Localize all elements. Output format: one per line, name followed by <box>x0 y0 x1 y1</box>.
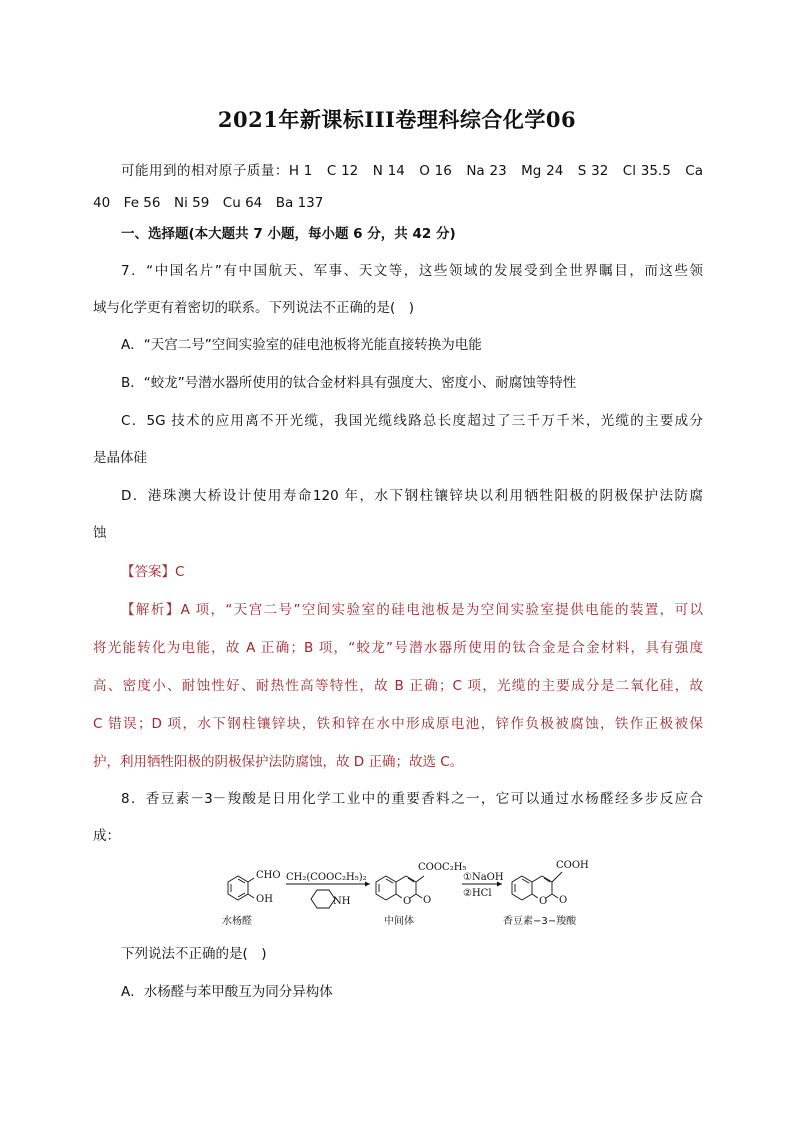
product-caption: 香豆素−3−羧酸 <box>503 916 577 927</box>
reagent-hcl: ②HCl <box>463 888 492 899</box>
reagent-piperidine-nh: NH <box>333 896 351 907</box>
reaction-scheme <box>220 856 610 930</box>
product-cooh-label: COOH <box>556 860 589 871</box>
q7-option-b: B．“蛟龙”号潜水器所使用的钛合金材料具有强度大、密度小、耐腐蚀等特性 <box>121 375 577 391</box>
atomic-masses-line-1: 可能用到的相对原子质量：H 1 C 12 N 14 O 16 Na 23 Mg 24 S 32 Cl 35.5 Ca <box>121 163 703 179</box>
q8-option-a: A．水杨醛与苯甲酸互为同分异构体 <box>121 984 333 1000</box>
page-title: 2021年新课标III卷理科综合化学06 <box>217 107 577 132</box>
q7-analysis-line-3: 高、密度小、耐蚀性好、耐热性高等特性，故 B 正确；C 项，光缆的主要成分是二氧化硅，故 <box>93 678 703 694</box>
q8-stem-line-2: 成： <box>93 828 120 844</box>
reagent-diethyl-malonate: CH₂(COOC₂H₅)₂ <box>286 872 367 883</box>
reaction-scheme-svg <box>220 856 610 930</box>
reagent-naoh: ①NaOH <box>463 872 504 883</box>
q7-analysis-line-4: C 错误；D 项，水下钢柱镶锌块，铁和锌在水中形成原电池，锌作负极被腐蚀，铁作正极被保 <box>93 716 703 732</box>
q7-stem-line-1: 7．“中国名片”有中国航天、军事、天文等，这些领域的发展受到全世界瞩目，而这些领 <box>121 263 703 279</box>
q7-option-d-line-1: D．港珠澳大桥设计使用寿命120 年，水下钢柱镶锌块以利用牺牲阳极的阴极保护法防腐 <box>121 488 703 504</box>
salicylaldehyde-caption: 水杨醛 <box>222 916 252 927</box>
intermediate-ester-label: COOC₂H₅ <box>418 862 467 873</box>
section-heading: 一、选择题(本大题共 7 小题，每小题 6 分，共 42 分) <box>121 226 456 242</box>
q7-stem-line-2: 域与化学更有着密切的联系。下列说法不正确的是( ) <box>93 300 415 316</box>
intermediate-ring-oxygen: O <box>403 896 412 907</box>
salicylaldehyde-oh-label: OH <box>256 894 273 905</box>
q7-analysis-line-1: 【解析】A 项，“天宫二号”空间实验室的硅电池板是为空间实验室提供电能的装置，可以 <box>121 602 703 618</box>
q7-answer: 【答案】C <box>121 564 185 580</box>
q7-option-d-line-2: 蚀 <box>93 525 107 541</box>
intermediate-caption: 中间体 <box>384 916 414 927</box>
q7-option-c-line-2: 是晶体硅 <box>93 450 147 466</box>
q8-question: 下列说法不正确的是( ) <box>121 946 267 962</box>
q7-analysis-line-2: 将光能转化为电能，故 A 正确；B 项，“蛟龙”号潜水器所使用的钛合金是合金材料，具有强度 <box>93 640 703 656</box>
q7-analysis-line-5: 护，利用牺牲阳极的阴极保护法防腐蚀，故 D 正确；故选 C。 <box>93 754 464 770</box>
q7-option-a: A．“天宫二号”空间实验室的硅电池板将光能直接转换为电能 <box>121 337 482 353</box>
product-ring-oxygen: O <box>539 896 548 907</box>
q8-stem-line-1: 8．香豆素－3－羧酸是日用化学工业中的重要香料之一，它可以通过水杨醛经多步反应合 <box>121 791 703 807</box>
atomic-masses-line-2: 40 Fe 56 Ni 59 Cu 64 Ba 137 <box>93 195 324 211</box>
intermediate-carbonyl-oxygen: O <box>423 895 432 906</box>
q7-option-c-line-1: C．5G 技术的应用离不开光缆，我国光缆线路总长度超过了三千万千米，光缆的主要成分 <box>121 413 703 429</box>
piperidine-ring <box>311 890 335 908</box>
salicylaldehyde-cho-label: CHO <box>256 870 281 881</box>
product-carbonyl-oxygen: O <box>559 895 568 906</box>
